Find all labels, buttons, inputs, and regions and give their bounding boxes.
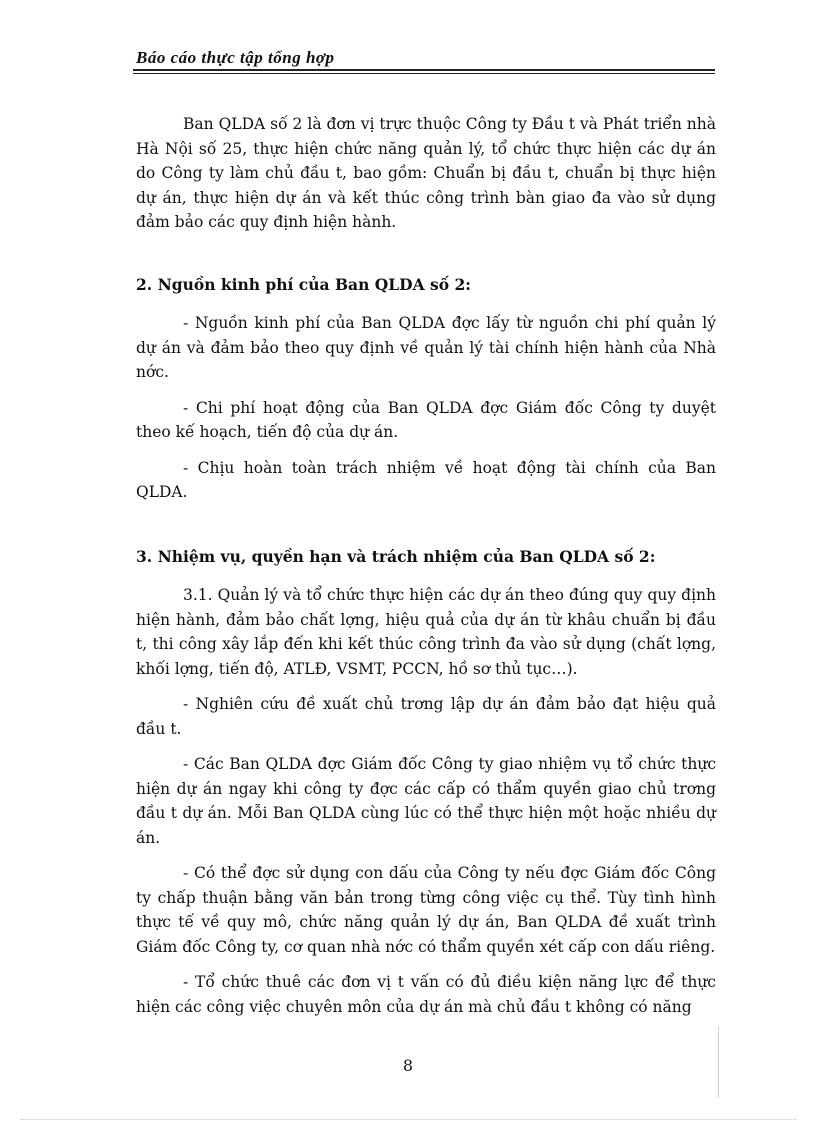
page-bottom-border [20,1119,796,1120]
page-number: 8 [402,1056,414,1075]
section-3-paragraph: - Nghiên cứu đề xuất chủ trơng lập dự án đảm bảo đạt hiệu quả đầu t. [136,695,716,738]
section-3-paragraph: - Các Ban QLDA đợc Giám đốc Công ty giao nhiệm vụ tổ chức thực hiện dự án ngay khi công ty đợc các cấp có thẩm quyền giao chủ trơng đầu t dự án. Mỗi Ban QLDA cùng lúc có thể thực hiện một hoặc nhiều dự án. [136,755,716,847]
section-2-heading: 2. Nguồn kinh phí của Ban QLDA số 2: [136,274,471,294]
margin-line [718,1026,719,1098]
document-body [136,112,716,1030]
section-2-paragraph: - Nguồn kinh phí của Ban QLDA đợc lấy từ nguồn chi phí quản lý dự án và đảm bảo theo quy định về quản lý tài chính hiện hành của Nhà nớc. [136,314,716,381]
section-3-paragraph: - Có thể đợc sử dụng con dấu của Công ty nếu đợc Giám đốc Công ty chấp thuận bằng văn bản trong từng công việc cụ thể. Tùy tình hình thực tế về quy mô, chức năng quản lý dự án, Ban QLDA đề xuất trình Giám đốc Công ty, cơ quan nhà nớc có thẩm quyền xét cấp con dấu riêng. [136,864,716,956]
section-2-paragraph: - Chi phí hoạt động của Ban QLDA đợc Giám đốc Công ty duyệt theo kế hoạch, tiến độ của dự án. [136,398,716,441]
header-title: Báo cáo thực tập tổng hợp [136,48,335,67]
intro-paragraph: Ban QLDA số 2 là đơn vị trực thuộc Công ty Đầu t và Phát triển nhà Hà Nội số 25, thực hiện chức năng quản lý, tổ chức thực hiện các dự án do Công ty làm chủ đầu t, bao gồm: Chuẩn bị đầu t, chuẩn bị thực hiện dự án, thực hiện dự án và kết thúc công trình bàn giao đa vào sử dụng đảm bảo các quy định hiện hành. [136,115,716,231]
section-3-paragraph: - Tổ chức thuê các đơn vị t vấn có đủ điều kiện năng lực để thực hiện các công việc chuyên môn của dự án mà chủ đầu t không có năng [136,973,716,1016]
section-3-heading: 3. Nhiệm vụ, quyền hạn và trách nhiệm của Ban QLDA số 2: [136,546,656,566]
header-rule-thick [133,69,715,71]
section-2-paragraph: - Chịu hoàn toàn trách nhiệm về hoạt động tài chính của Ban QLDA. [136,458,716,501]
section-3-paragraph: 3.1. Quản lý và tổ chức thực hiện các dự án theo đúng quy quy định hiện hành, đảm bảo chất lợng, hiệu quả của dự án từ khâu chuẩn bị đầu t, thi công xây lắp đến khi kết thúc công trình đa vào sử dụng (chất lợng, khối lợng, tiến độ, ATLĐ, VSMT, PCCN, hồ sơ thủ tục…). [136,586,716,678]
header-rule-thin [133,73,715,74]
